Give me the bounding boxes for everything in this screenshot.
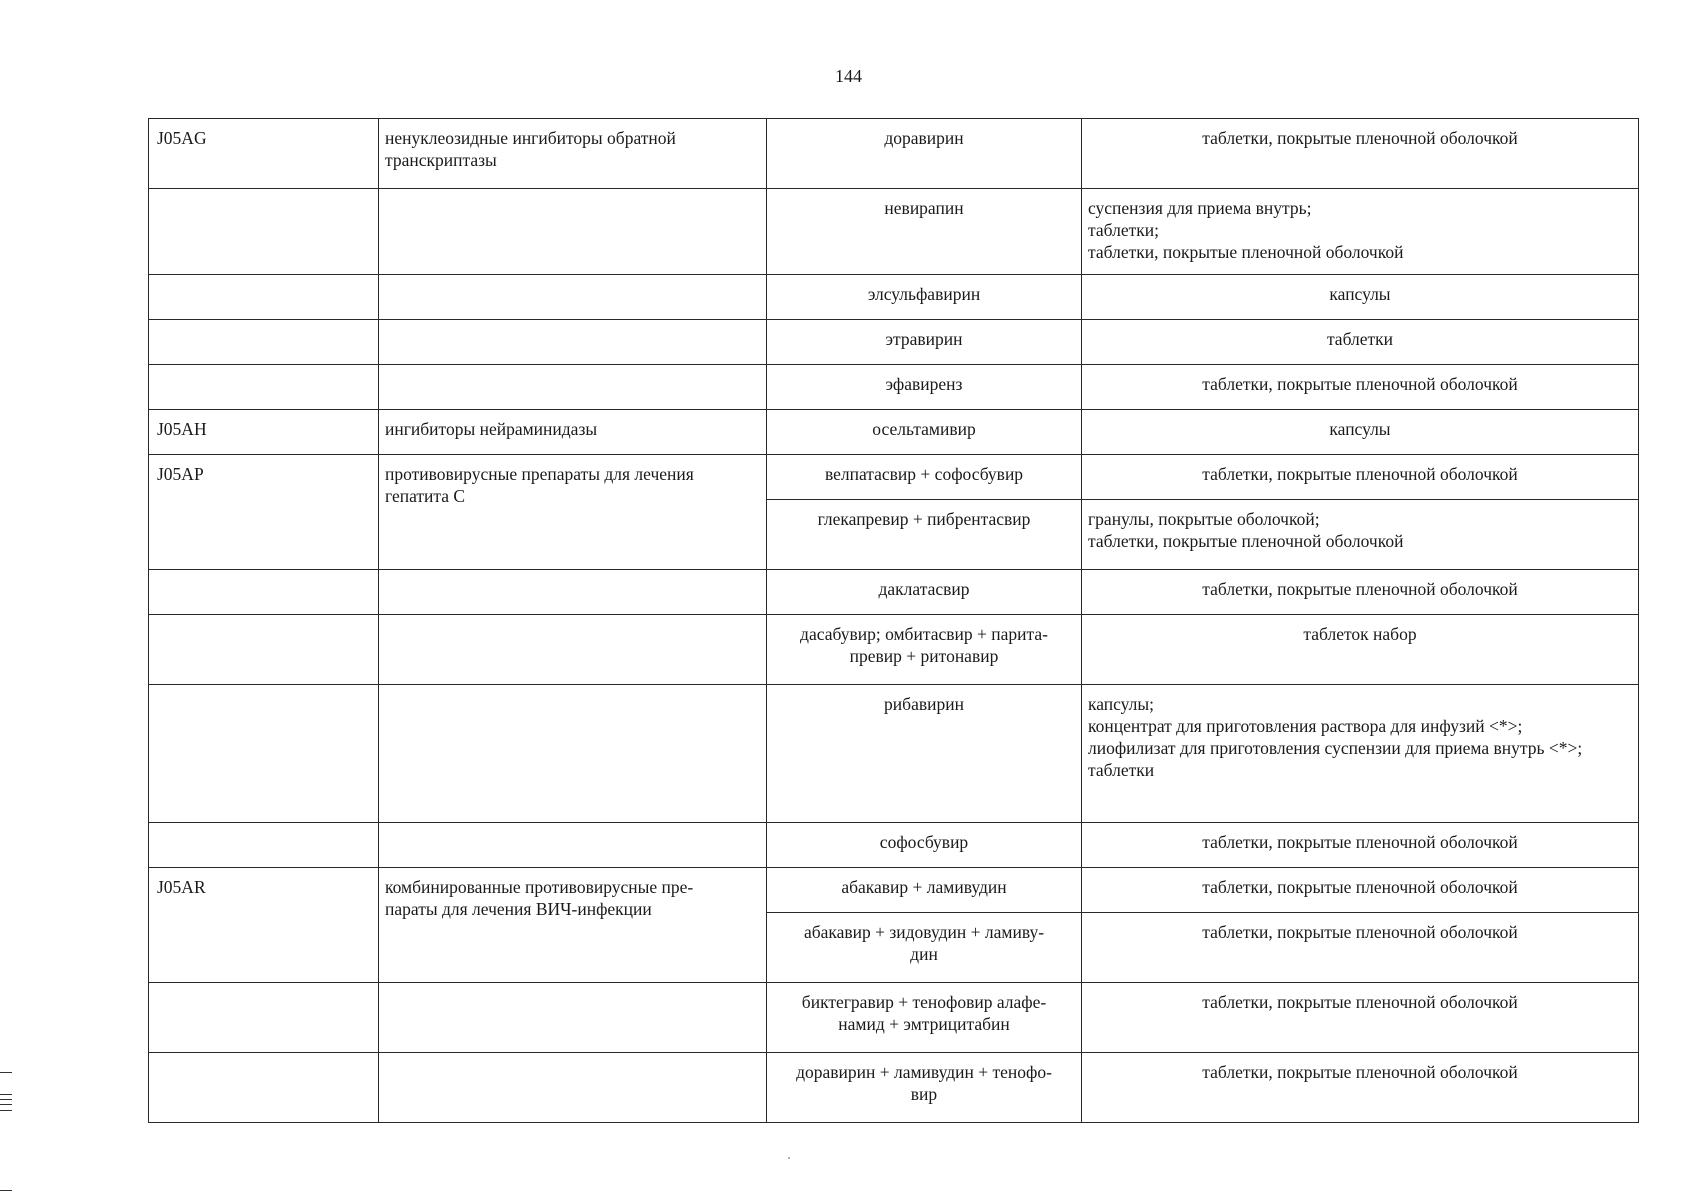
- drug-name-cell: рибавирин: [767, 685, 1082, 823]
- atc-code-cell: [149, 685, 379, 823]
- margin-mark: [0, 1190, 12, 1191]
- dosage-form-cell: капсулы: [1082, 275, 1639, 320]
- margin-mark: [0, 1104, 12, 1105]
- group-cell: ингибиторы нейраминидазы: [379, 410, 767, 455]
- drug-table: [148, 118, 1639, 1123]
- dosage-form-cell: таблетки: [1082, 320, 1639, 365]
- dosage-form-cell: таблетки, покрытые пленочной оболочкой: [1082, 119, 1639, 189]
- table-row: [149, 983, 1639, 1053]
- group-cell: [379, 983, 767, 1053]
- dosage-form-cell: суспензия для приема внутрь; таблетки; таблетки, покрытые пленочной оболочкой: [1082, 189, 1639, 275]
- drug-name-cell: эфавиренз: [767, 365, 1082, 410]
- group-cell: [379, 320, 767, 365]
- group-cell: [379, 823, 767, 868]
- table-row: [149, 685, 1639, 823]
- atc-code-cell: [149, 320, 379, 365]
- table-row: [149, 119, 1639, 189]
- atc-code-cell: J05AR: [149, 868, 379, 983]
- atc-code-cell: [149, 570, 379, 615]
- group-cell: ненуклеозидные ингибиторы обратной транскриптазы: [379, 119, 767, 189]
- drug-name-cell: осельтамивир: [767, 410, 1082, 455]
- dosage-form-cell: таблетки, покрытые пленочной оболочкой: [1082, 983, 1639, 1053]
- dosage-form-cell: таблеток набор: [1082, 615, 1639, 685]
- atc-code-cell: [149, 1053, 379, 1123]
- group-cell: [379, 189, 767, 275]
- margin-mark: [0, 1094, 12, 1095]
- dosage-form-cell: капсулы: [1082, 410, 1639, 455]
- atc-code-cell: J05AP: [149, 455, 379, 570]
- table-row: [149, 823, 1639, 868]
- drug-name-cell: биктегравир + тенофовир алафе- намид + эмтрицитабин: [767, 983, 1082, 1053]
- drug-name-cell: софосбувир: [767, 823, 1082, 868]
- table-row: [149, 410, 1639, 455]
- group-cell: [379, 275, 767, 320]
- atc-code-cell: [149, 189, 379, 275]
- atc-code-cell: [149, 365, 379, 410]
- table-row: [149, 615, 1639, 685]
- margin-mark: [0, 1099, 12, 1100]
- atc-code-cell: [149, 823, 379, 868]
- atc-code-cell: [149, 983, 379, 1053]
- dosage-form-cell: капсулы; концентрат для приготовления раствора для инфузий <*>; лиофилизат для приготовления суспензии для приема внутрь <*>; таблетки: [1082, 685, 1639, 823]
- group-cell: [379, 685, 767, 823]
- dosage-form-cell: таблетки, покрытые пленочной оболочкой: [1082, 1053, 1639, 1123]
- atc-code-cell: [149, 615, 379, 685]
- margin-mark: [0, 1110, 12, 1111]
- dosage-form-cell: таблетки, покрытые пленочной оболочкой: [1082, 823, 1639, 868]
- table-row: [149, 189, 1639, 275]
- table-row: [149, 320, 1639, 365]
- dosage-form-cell: таблетки, покрытые пленочной оболочкой: [1082, 913, 1639, 983]
- table-row: [149, 570, 1639, 615]
- drug-name-cell: элсульфавирин: [767, 275, 1082, 320]
- atc-code-cell: J05AG: [149, 119, 379, 189]
- scan-speck: [788, 1157, 790, 1159]
- table-row: [149, 455, 1639, 500]
- table-row: [149, 868, 1639, 913]
- drug-name-cell: доравирин: [767, 119, 1082, 189]
- atc-code-cell: J05AH: [149, 410, 379, 455]
- drug-name-cell: доравирин + ламивудин + тенофо- вир: [767, 1053, 1082, 1123]
- drug-name-cell: невирапин: [767, 189, 1082, 275]
- table-row: [149, 275, 1639, 320]
- group-cell: [379, 570, 767, 615]
- dosage-form-cell: гранулы, покрытые оболочкой; таблетки, покрытые пленочной оболочкой: [1082, 500, 1639, 570]
- group-cell: [379, 615, 767, 685]
- page-number: 144: [835, 66, 862, 86]
- group-cell: комбинированные противовирусные пре- параты для лечения ВИЧ-инфекции: [379, 868, 767, 983]
- drug-name-cell: велпатасвир + софосбувир: [767, 455, 1082, 500]
- dosage-form-cell: таблетки, покрытые пленочной оболочкой: [1082, 570, 1639, 615]
- dosage-form-cell: таблетки, покрытые пленочной оболочкой: [1082, 455, 1639, 500]
- drug-name-cell: даклатасвир: [767, 570, 1082, 615]
- margin-mark: [0, 1072, 12, 1073]
- atc-code-cell: [149, 275, 379, 320]
- dosage-form-cell: таблетки, покрытые пленочной оболочкой: [1082, 868, 1639, 913]
- drug-name-cell: дасабувир; омбитасвир + парита- превир + ритонавир: [767, 615, 1082, 685]
- group-cell: [379, 365, 767, 410]
- table-row: [149, 365, 1639, 410]
- group-cell: противовирусные препараты для лечения гепатита С: [379, 455, 767, 570]
- group-cell: [379, 1053, 767, 1123]
- drug-name-cell: абакавир + зидовудин + ламиву- дин: [767, 913, 1082, 983]
- drug-name-cell: глекапревир + пибрентасвир: [767, 500, 1082, 570]
- dosage-form-cell: таблетки, покрытые пленочной оболочкой: [1082, 365, 1639, 410]
- drug-name-cell: этравирин: [767, 320, 1082, 365]
- drug-name-cell: абакавир + ламивудин: [767, 868, 1082, 913]
- table-row: [149, 1053, 1639, 1123]
